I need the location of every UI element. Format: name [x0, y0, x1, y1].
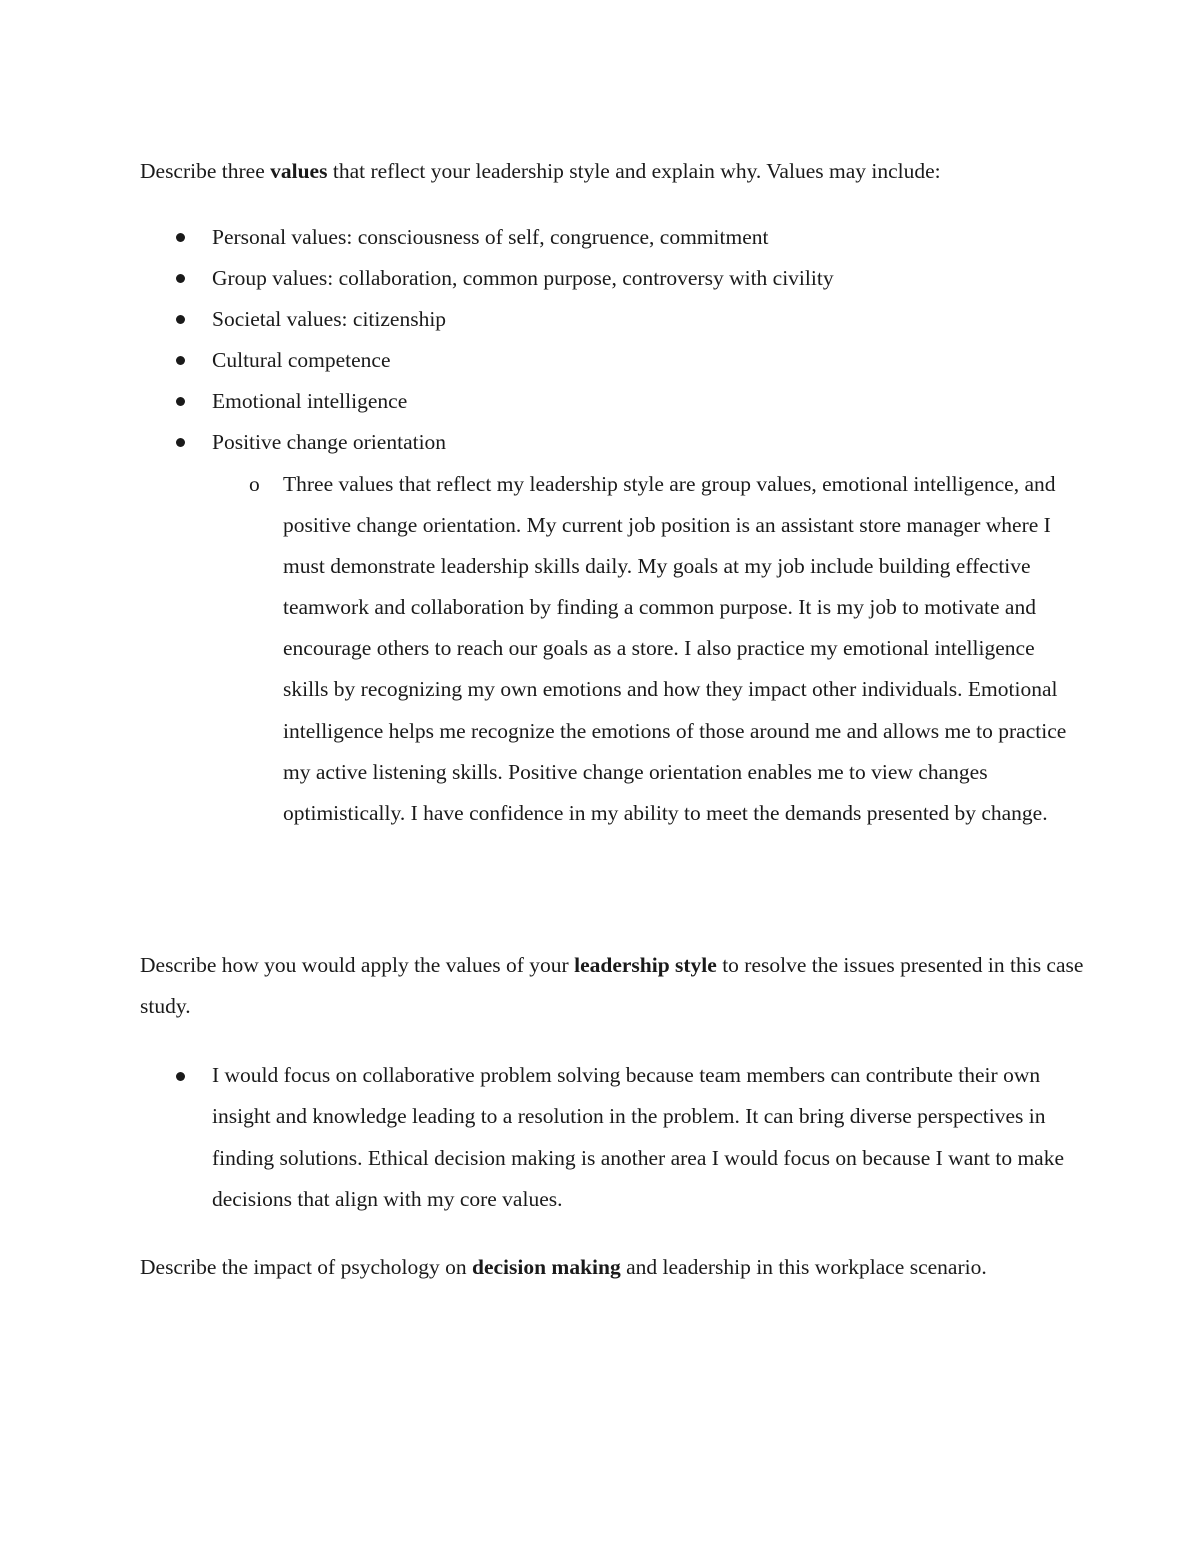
values-list — [140, 217, 834, 463]
answer-values: Three values that reflect my leadership style are group values, emotional intelligence, and positive change orientation. My current job position is an assistant store manager where I must demonstrate leadership skills daily. My goals at my job include building effective teamwork and collaboration by finding a common purpose. It is my job to motivate and encourage others to reach our goals as a store. I also practice my emotional intelligence skills by recognizing my own emotions and how they impact other individuals. Emotional intelligence helps me recognize the emotions of those around me and allows me to practice my active listening skills. Positive change orientation enables me to view changes optimistically. I have confidence in my ability to meet the demands presented by change. — [283, 472, 1067, 825]
question-decision-keyword: decision making — [471, 1255, 621, 1279]
bullet-icon — [176, 356, 185, 365]
list-item — [140, 340, 834, 381]
sub-bullet-marker: o — [249, 472, 260, 496]
bullet-icon — [176, 438, 185, 447]
bullet-icon — [176, 233, 185, 242]
list-item — [140, 299, 834, 340]
question-decision-making — [140, 1247, 1100, 1288]
list-item — [140, 381, 834, 422]
list-item-text: Emotional intelligence — [212, 389, 408, 413]
list-item — [140, 258, 834, 299]
list-item-text: Societal values: citizenship — [212, 307, 447, 331]
list-item-text: Group values: collaboration, common purpose, controversy with civility — [212, 266, 834, 290]
list-item-text: Positive change orientation — [212, 430, 447, 454]
question-decision-prefix: Describe the impact of psychology on — [140, 1255, 472, 1279]
question-values-prefix: Describe three — [140, 159, 271, 183]
bullet-icon — [176, 274, 185, 283]
list-item — [140, 422, 834, 463]
question-values-keyword: values — [270, 159, 328, 183]
bullet-icon — [176, 315, 185, 324]
question-leadership-prefix: Describe how you would apply the values of your — [140, 953, 575, 977]
question-leadership-keyword: leadership style — [574, 953, 717, 977]
bullet-icon — [176, 1072, 185, 1081]
question-decision-suffix: and leadership in this workplace scenario. — [620, 1255, 987, 1279]
list-item-text: Personal values: consciousness of self, congruence, commitment — [212, 225, 769, 249]
answer-leadership-style: I would focus on collaborative problem solving because team members can contribute their own insight and knowledge leading to a resolution in the problem. It can bring diverse perspectives in finding solutions. Ethical decision making is another area I would focus on because I want to make decisions that align with my core values. — [212, 1063, 1065, 1211]
question-leadership-style — [140, 945, 1100, 1027]
question-values — [140, 151, 1100, 192]
list-item-text: Cultural competence — [212, 348, 391, 372]
bullet-icon — [176, 397, 185, 406]
question-leadership-suffix: to resolve the issues presented in this case study. — [140, 953, 1084, 1018]
question-values-suffix: that reflect your leadership style and explain why. Values may include: — [327, 159, 941, 183]
list-item — [140, 217, 834, 258]
